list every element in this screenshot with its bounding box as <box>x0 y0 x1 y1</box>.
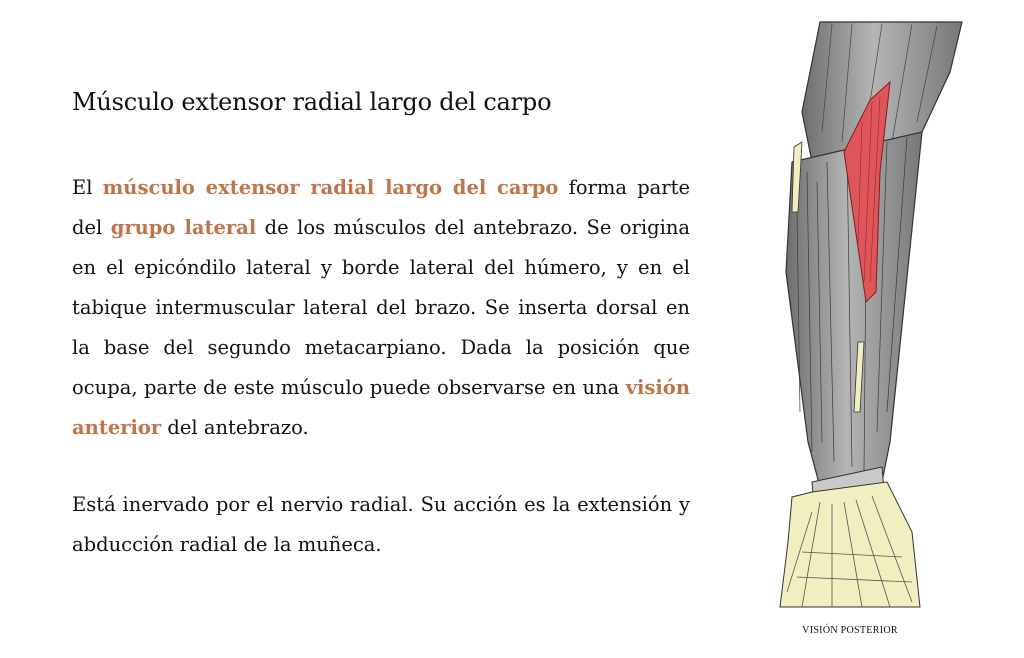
hand-shape <box>780 482 920 607</box>
paragraph-1-text-3: de los músculos del antebrazo. Se origina en el epicóndilo lateral y borde lateral del húmero, y en el tabique intermuscular lateral del brazo. Se inserta dorsal en la base del segundo metacarpiano. Dada la posición que ocupa, parte de este músculo puede observarse en una <box>72 216 690 399</box>
page-title: Músculo extensor radial largo del carpo <box>72 88 552 116</box>
grupo-lateral-link[interactable]: grupo lateral <box>110 216 257 239</box>
forearm-posterior-illustration <box>772 12 972 612</box>
muscle-name-highlight: músculo extensor radial largo del carpo <box>102 176 559 199</box>
paragraph-1-text-2: forma parte del <box>72 176 691 239</box>
paragraph-1 <box>72 168 690 448</box>
vision-anterior-link[interactable]: visión anterior <box>72 376 690 439</box>
paragraph-2: Está inervado por el nervio radial. Su acción es la extensión y abducción radial de la muñeca. <box>72 493 690 556</box>
figure-caption: VISIÓN POSTERIOR <box>802 625 898 636</box>
article-body <box>72 168 690 565</box>
paragraph-1-text-1: El <box>72 176 103 199</box>
paragraph-1-text-4: del antebrazo. <box>161 416 309 439</box>
